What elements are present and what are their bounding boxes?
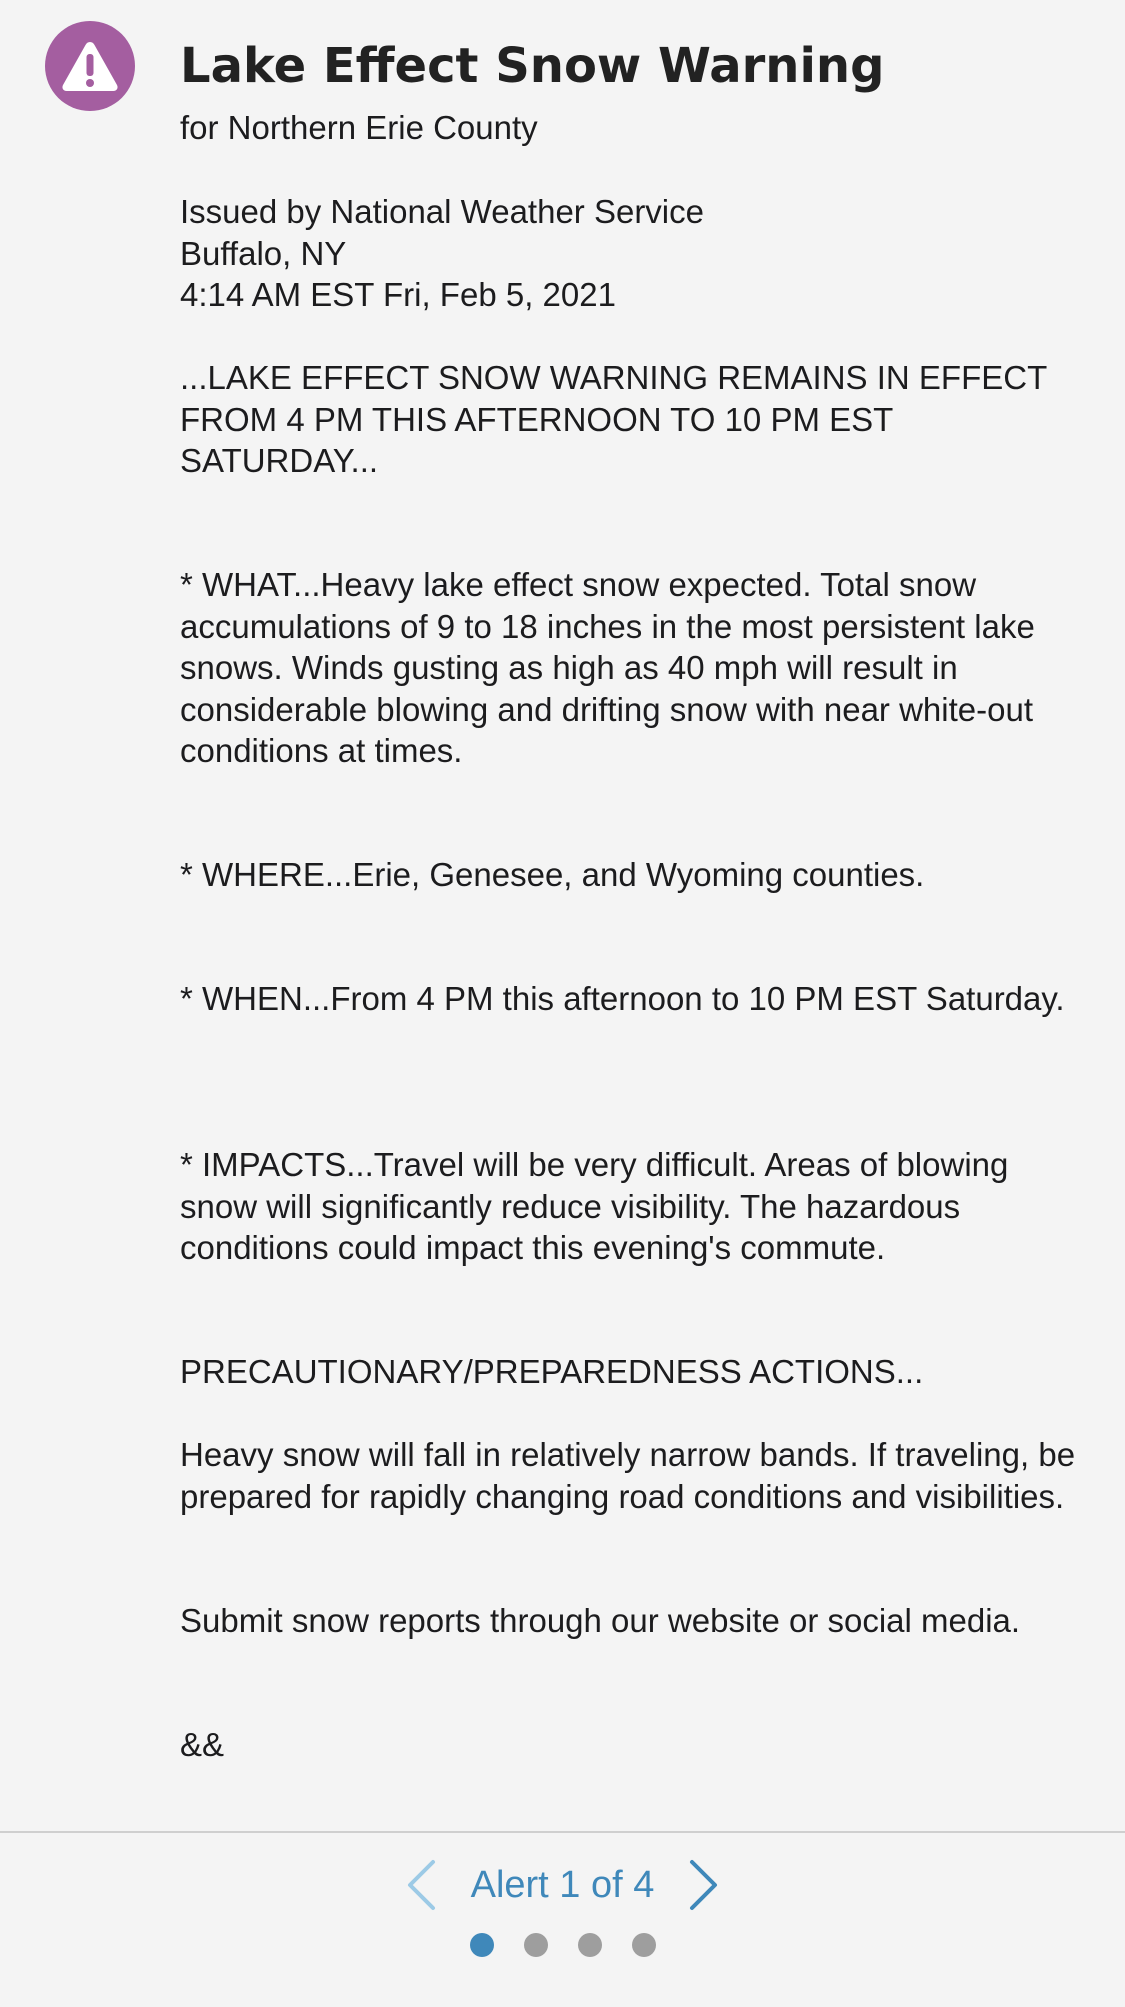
chevron-left-icon (405, 1859, 437, 1911)
actions-header: PRECAUTIONARY/PREPAREDNESS ACTIONS... (180, 1353, 924, 1390)
alert-what: * WHAT...Heavy lake effect snow expected. Total snow accumulations of 9 to 18 inches in the most persistent lake snows. Winds gusting as high as 40 mph will result in considerable blowing and drifting snow with near white-out conditions at times. (180, 566, 1035, 769)
alert-impacts: * IMPACTS...Travel will be very difficult. Areas of blowing snow will significantly reduce visibility. The hazardous conditions could impact this evening's commute. (180, 1146, 1009, 1266)
alert-headline: ...LAKE EFFECT SNOW WARNING REMAINS IN EFFECT FROM 4 PM THIS AFTERNOON TO 10 PM EST SATURDAY... (180, 359, 1047, 479)
next-alert-button[interactable] (684, 1857, 724, 1913)
page-dot-1[interactable] (470, 1933, 494, 1957)
alert-icon-badge (45, 21, 135, 111)
chevron-right-icon (688, 1859, 720, 1911)
alert-pager (0, 1855, 1125, 1915)
warning-triangle-icon (60, 39, 120, 93)
alert-when: * WHEN...From 4 PM this afternoon to 10 PM EST Saturday. (180, 980, 1065, 1017)
previous-alert-button[interactable] (401, 1857, 441, 1913)
action-narrow-bands: Heavy snow will fall in relatively narrow bands. If traveling, be prepared for rapidly changing road conditions and visibilities. (180, 1436, 1076, 1515)
issued-by: Issued by National Weather Service (180, 193, 704, 230)
page-dot-4[interactable] (632, 1933, 656, 1957)
action-snow-reports: Submit snow reports through our website or social media. (180, 1602, 1021, 1639)
pager-label: Alert 1 of 4 (470, 1864, 655, 1906)
alert-title: Lake Effect Snow Warning (180, 38, 885, 94)
footer-divider (0, 1831, 1125, 1833)
page-dot-2[interactable] (524, 1933, 548, 1957)
alert-where: * WHERE...Erie, Genesee, and Wyoming counties. (180, 856, 925, 893)
issued-office: Buffalo, NY (180, 234, 347, 272)
page-dot-3[interactable] (578, 1933, 602, 1957)
issued-time: 4:14 AM EST Fri, Feb 5, 2021 (180, 276, 616, 313)
alert-area: for Northern Erie County (180, 109, 538, 146)
issued-block (180, 191, 1080, 316)
alert-terminator: && (180, 1726, 225, 1763)
page-indicator (0, 1933, 1125, 1957)
